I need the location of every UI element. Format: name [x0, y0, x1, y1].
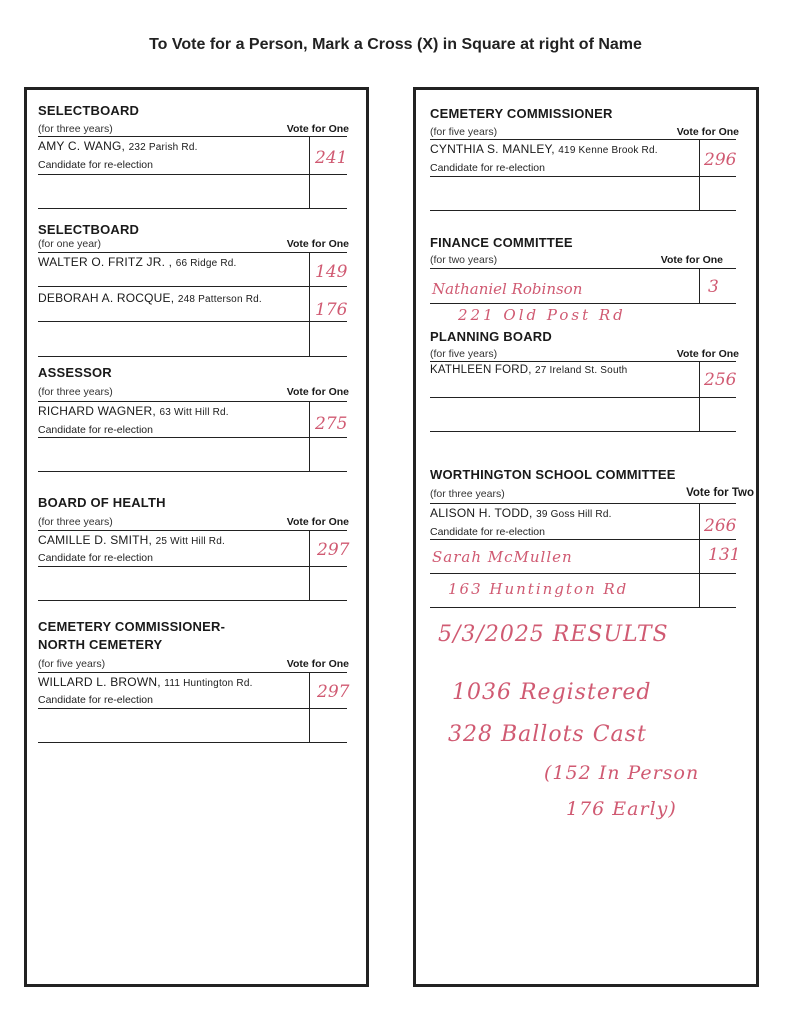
vote-tally: 297 — [317, 682, 350, 702]
reelection-note: Candidate for re-election — [38, 552, 153, 564]
ballot-instructions: To Vote for a Person, Mark a Cross (X) in Square at right of Name — [149, 36, 642, 53]
vote-tally: 297 — [317, 540, 350, 560]
reelection-note: Candidate for re-election — [430, 162, 545, 174]
candidate-name: CAMILLE D. SMITH, 25 Witt Hill Rd. — [38, 533, 225, 547]
vote-box-border — [309, 137, 310, 209]
term-label: (for three years) — [38, 516, 113, 528]
vote-tally: 266 — [704, 516, 737, 536]
section-title-cemetery: CEMETERY COMMISSIONER — [430, 106, 613, 121]
write-in-address: 221 Old Post Rd — [458, 306, 626, 324]
divider — [38, 321, 347, 322]
divider — [430, 139, 736, 140]
ballot-left-column — [24, 87, 369, 987]
section-title-selectboard-1yr: SELECTBOARD — [38, 222, 140, 237]
term-label: (for five years) — [430, 348, 498, 360]
divider — [430, 268, 736, 269]
divider — [38, 742, 347, 743]
vote-limit: Vote for One — [676, 348, 739, 360]
divider — [38, 600, 347, 601]
divider — [430, 303, 736, 304]
section-title-selectboard-3yr: SELECTBOARD — [38, 103, 140, 118]
divider — [430, 176, 736, 177]
divider — [38, 208, 347, 209]
divider — [38, 566, 347, 567]
vote-tally: 176 — [315, 300, 348, 320]
divider — [430, 361, 736, 362]
divider — [430, 539, 736, 540]
divider — [38, 356, 347, 357]
vote-tally: 3 — [708, 277, 719, 297]
candidate-name: WILLARD L. BROWN, 111 Huntington Rd. — [38, 675, 253, 689]
term-label: (for five years) — [430, 126, 498, 138]
results-heading: 5/3/2025 RESULTS — [438, 622, 669, 647]
vote-box-border — [699, 504, 700, 608]
divider — [38, 672, 347, 673]
term-label: (for five years) — [38, 658, 106, 670]
candidate-name: ALISON H. TODD, 39 Goss Hill Rd. — [430, 506, 612, 520]
candidate-name: DEBORAH A. ROCQUE, 248 Patterson Rd. — [38, 291, 262, 305]
results-early: 176 Early) — [566, 798, 677, 820]
vote-limit: Vote for One — [286, 123, 349, 135]
divider — [430, 503, 736, 504]
vote-limit: Vote for One — [286, 386, 349, 398]
divider — [38, 471, 347, 472]
candidate-name: RICHARD WAGNER, 63 Witt Hill Rd. — [38, 404, 229, 418]
vote-limit: Vote for One — [660, 254, 723, 266]
candidate-name: CYNTHIA S. MANLEY, 419 Kenne Brook Rd. — [430, 142, 658, 156]
section-title-planning: PLANNING BOARD — [430, 329, 552, 344]
vote-tally: 275 — [315, 414, 348, 434]
write-in-name: Sarah McMullen — [432, 548, 573, 566]
vote-tally: 256 — [704, 370, 737, 390]
divider — [38, 401, 347, 402]
divider — [430, 210, 736, 211]
vote-tally: 131 — [708, 545, 741, 565]
candidate-name: KATHLEEN FORD, 27 Ireland St. South — [430, 364, 628, 376]
vote-limit: Vote for One — [676, 126, 739, 138]
divider — [38, 286, 347, 287]
term-label: (for two years) — [430, 254, 498, 266]
vote-limit: Vote for Two — [686, 487, 754, 499]
vote-box-border — [699, 269, 700, 304]
section-title-assessor: ASSESSOR — [38, 365, 112, 380]
divider — [38, 252, 347, 253]
vote-tally: 149 — [315, 262, 348, 282]
section-title-cemetery-north-line2: NORTH CEMETERY — [38, 637, 163, 652]
reelection-note: Candidate for re-election — [38, 159, 153, 171]
divider — [430, 607, 736, 608]
write-in-address: 163 Huntington Rd — [448, 580, 629, 598]
results-ballots-cast: 328 Ballots Cast — [448, 722, 647, 747]
section-title-cemetery-north: CEMETERY COMMISSIONER- — [38, 619, 226, 634]
vote-limit: Vote for One — [286, 658, 349, 670]
reelection-note: Candidate for re-election — [38, 424, 153, 436]
vote-limit: Vote for One — [286, 516, 349, 528]
ballot-right-column — [413, 87, 759, 987]
section-title-finance: FINANCE COMMITTEE — [430, 235, 573, 250]
term-label: (for three years) — [430, 488, 505, 500]
results-in-person: (152 In Person — [544, 762, 700, 784]
term-label: (for three years) — [38, 123, 113, 135]
vote-limit: Vote for One — [286, 238, 349, 250]
vote-tally: 241 — [315, 148, 348, 168]
divider — [430, 397, 736, 398]
section-title-school-committee: WORTHINGTON SCHOOL COMMITTEE — [430, 467, 676, 482]
divider — [430, 431, 736, 432]
divider — [38, 708, 347, 709]
divider — [38, 136, 347, 137]
candidate-name: AMY C. WANG, 232 Parish Rd. — [38, 139, 198, 153]
term-label: (for three years) — [38, 386, 113, 398]
write-in-name: Nathaniel Robinson — [432, 280, 583, 298]
vote-box-border — [309, 253, 310, 357]
term-label: (for one year) — [38, 238, 102, 250]
candidate-name: WALTER O. FRITZ JR. , 66 Ridge Rd. — [38, 255, 237, 269]
divider — [38, 437, 347, 438]
reelection-note: Candidate for re-election — [38, 694, 153, 706]
divider — [38, 530, 347, 531]
divider — [38, 174, 347, 175]
divider — [430, 573, 736, 574]
results-registered: 1036 Registered — [452, 680, 652, 705]
reelection-note: Candidate for re-election — [430, 526, 545, 538]
vote-tally: 296 — [704, 150, 737, 170]
section-title-board-of-health: BOARD OF HEALTH — [38, 495, 166, 510]
